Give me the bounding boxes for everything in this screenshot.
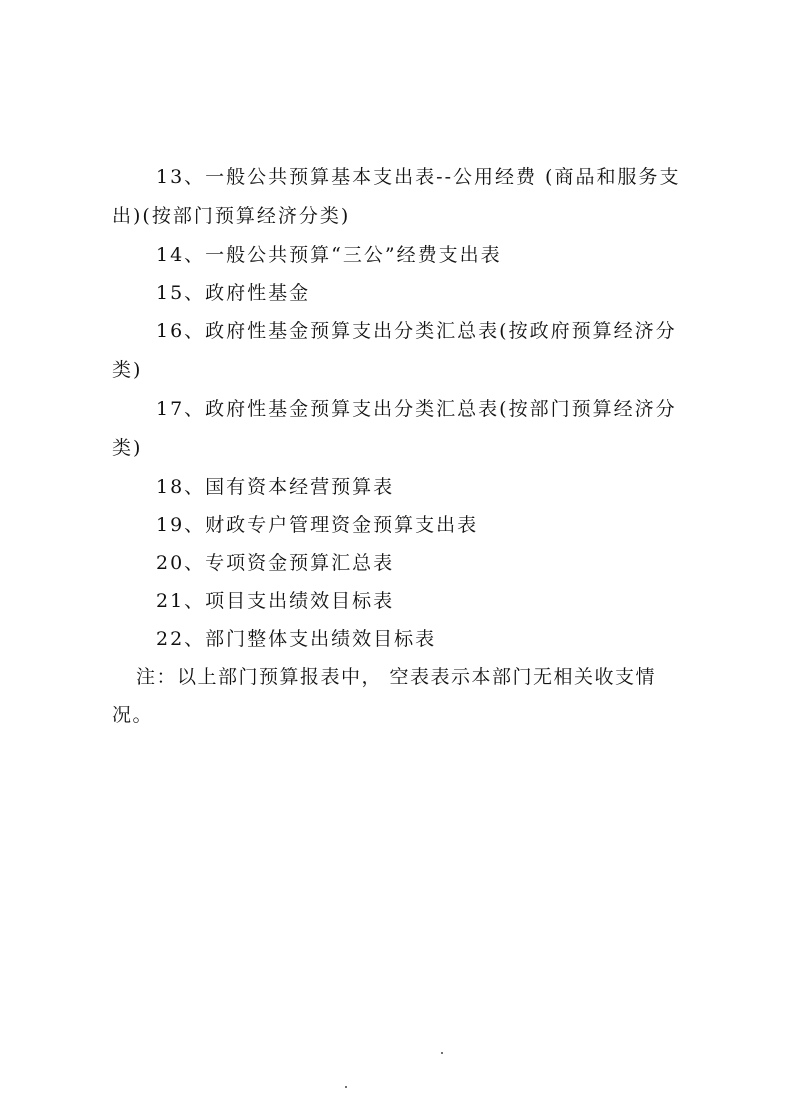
table-list [112,158,697,734]
scan-speck [441,1052,443,1054]
list-item-14: 14、一般公共预算“三公”经费支出表 [156,244,502,266]
list-item-21: 21、项目支出绩效目标表 [156,590,395,612]
list-item-15: 15、政府性基金 [156,282,311,304]
list-item-18: 18、国有资本经营预算表 [156,476,395,498]
scan-speck [345,1086,347,1088]
list-item-19: 19、财政专户管理资金预算支出表 [156,514,479,536]
list-item-20: 20、专项资金预算汇总表 [156,552,395,574]
list-item-13: 13、一般公共预算基本支出表--公用经费 (商品和服务支出)(按部门预算经济分类) [112,166,681,227]
list-item-17: 17、政府性基金预算支出分类汇总表(按部门预算经济分类) [112,398,677,459]
footnote: 注：以上部门预算报表中， 空表表示本部门无相关收支情况。 [112,666,657,726]
list-item-22: 22、部门整体支出绩效目标表 [156,628,437,650]
list-item-16: 16、政府性基金预算支出分类汇总表(按政府预算经济分类) [112,320,677,381]
